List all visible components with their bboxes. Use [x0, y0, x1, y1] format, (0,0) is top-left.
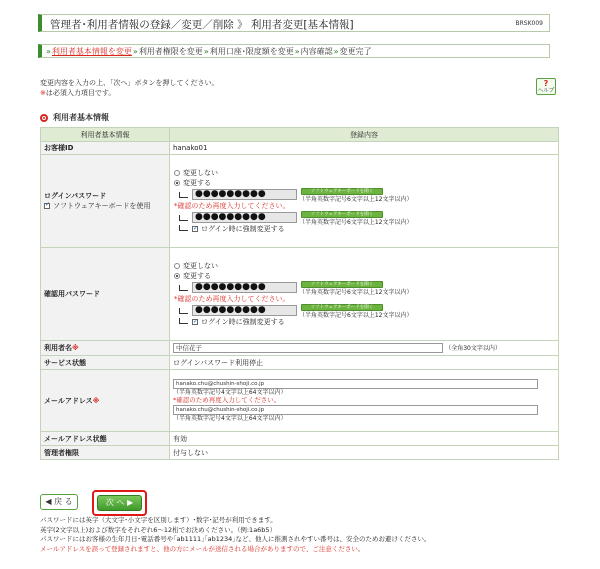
confirm-pw-confirm-kb-button[interactable]: ソフトウェアキーボードを開く [301, 304, 383, 311]
email-confirm-input-row [173, 405, 558, 415]
email-confirm-note: *確認のため再度入力してください。 [173, 396, 281, 404]
col-label-header: 利用者基本情報 [41, 128, 170, 142]
user-name-input[interactable]: 中信花子 [173, 343, 443, 353]
next-button[interactable]: 次 へ ▶ [97, 495, 142, 511]
bullet-icon [40, 114, 48, 122]
required-mark: ※ [40, 89, 46, 97]
page-title-bar [38, 14, 550, 32]
note-4: メールアドレスを誤って登録されますと、他の方にメールが送信される場合がありますので、ご注意ください。 [40, 544, 365, 553]
note-1: パスワードには英字（大文字･小文字を区別します）･数字･記号が利用できます。 [40, 516, 277, 524]
email-input[interactable]: hanako.chu@chushin-shoji.co.jp [173, 379, 538, 389]
screen-code: BRSK009 [515, 20, 543, 27]
customer-id-label: お客様ID [41, 142, 170, 155]
step-3: 利用口座･限度額を変更 [209, 46, 294, 56]
login-pw-new-input[interactable]: ●●●●●●●●● [192, 189, 297, 200]
row-customer-id [41, 142, 559, 155]
row-admin-right [41, 446, 559, 460]
email-cell [41, 370, 170, 432]
step-1: 利用者基本情報を変更 [51, 46, 132, 56]
intro-line-1: 変更内容を入力の上、「次へ」ボタンを押してください。 [40, 79, 219, 87]
step-arrow-icon: » [203, 46, 209, 56]
email-confirm-input[interactable]: hanako.chu@chushin-shoji.co.jp [173, 405, 538, 415]
confirm-pw-new-input[interactable]: ●●●●●●●●● [192, 282, 297, 293]
step-5: 変更完了 [339, 46, 372, 56]
login-pw-new-side [299, 186, 412, 203]
user-name-value [170, 341, 559, 356]
back-button[interactable]: ◀ 戻 る [40, 494, 78, 510]
step-arrow-icon: » [132, 46, 138, 56]
elbow-icon [179, 285, 188, 291]
login-pw-change-label: 変更する [183, 179, 211, 187]
confirm-pw-no-change-row [173, 261, 558, 271]
required-mark: ※ [92, 396, 100, 405]
intro-text [40, 78, 219, 98]
help-question-icon: ? [543, 79, 549, 88]
step-4: 内容確認 [300, 46, 333, 56]
user-info-table [40, 127, 559, 460]
confirm-pw-confirm-note: *確認のため再度入力してください。 [174, 295, 290, 303]
confirm-pw-new-row [173, 281, 558, 294]
confirm-pw-change-label: 変更する [183, 272, 211, 280]
email-status-value: 有効 [170, 432, 559, 446]
confirm-pw-confirm-input[interactable]: ●●●●●●●●● [192, 305, 297, 316]
login-pw-confirm-side [299, 209, 412, 226]
step-progress [38, 44, 550, 58]
login-pw-force-label: ログイン時に強制変更する [201, 225, 285, 233]
login-password-value [170, 155, 559, 248]
login-pw-no-change-row [173, 168, 558, 178]
confirm-pw-confirm-hint: （半角英数字記号6文字以上12文字以内） [299, 312, 413, 319]
email-hint: （半角英数字記号4文字以上64文字以内） [173, 389, 287, 396]
help-button[interactable] [536, 78, 556, 95]
email-label: メールアドレス [44, 396, 93, 405]
email-value [170, 370, 559, 432]
confirm-pw-new-kb-button[interactable]: ソフトウェアキーボードを開く [301, 281, 383, 288]
login-pw-change-radio[interactable] [174, 180, 180, 186]
login-pw-force-checkbox[interactable] [192, 226, 198, 232]
customer-id-value: hanako01 [170, 142, 559, 155]
step-2: 利用者権限を変更 [138, 46, 203, 56]
intro-line-2: は必須入力項目です。 [45, 89, 116, 97]
col-value-header: 登録内容 [170, 128, 559, 142]
row-service-status [41, 356, 559, 370]
notes [40, 516, 431, 554]
email-input-row [173, 379, 558, 389]
note-2: 英字(2文字以上)および数字をそれぞれ6～12桁でお決めください。（例:1a6b5） [40, 525, 277, 534]
required-mark: ※ [72, 344, 79, 352]
confirm-password-value [170, 248, 559, 341]
confirm-pw-no-change-radio[interactable] [174, 263, 180, 269]
service-status-value: ログインパスワード利用停止 [170, 356, 559, 370]
login-pw-no-change-label: 変更しない [183, 169, 218, 177]
section-heading [40, 112, 109, 123]
elbow-icon [179, 318, 188, 324]
row-email [41, 370, 559, 432]
help-label: ヘルプ [537, 88, 555, 94]
row-email-status [41, 432, 559, 446]
intro-line-2-wrap [40, 88, 219, 98]
section-title: 利用者基本情報 [53, 113, 109, 122]
next-button-highlight [92, 490, 147, 516]
step-arrow-icon: » [294, 46, 300, 56]
row-user-name [41, 341, 559, 356]
step-arrow-icon: » [333, 46, 339, 56]
elbow-icon [179, 192, 188, 198]
confirm-pw-change-radio[interactable] [174, 273, 180, 279]
row-confirm-password [41, 248, 559, 341]
use-soft-kb-label: ソフトウェアキーボードを使用 [53, 202, 151, 210]
admin-right-value: 付与しない [170, 446, 559, 460]
email-confirm-hint: （半角英数字記号4文字以上64文字以内） [173, 415, 287, 422]
login-pw-no-change-radio[interactable] [174, 170, 180, 176]
note-3: パスワードにはお客様の生年月日･電話番号や｢ab1111｣｢ab1234｣など、他人に推測されやすい番号は、安全のためお避けください。 [40, 535, 431, 543]
login-pw-new-hint: （半角英数字記号6文字以上12文字以内） [299, 196, 413, 203]
use-soft-kb-row [44, 201, 169, 211]
page-title: 管理者･利用者情報の登録／変更／削除 》 利用者変更[基本情報] [50, 19, 354, 31]
confirm-pw-force-checkbox[interactable] [192, 319, 198, 325]
use-soft-kb-checkbox[interactable] [44, 203, 50, 209]
elbow-icon [179, 308, 188, 314]
admin-right-label: 管理者権限 [41, 446, 170, 460]
login-password-label: ログインパスワード [44, 192, 107, 200]
login-pw-new-kb-button[interactable]: ソフトウェアキーボードを開く [301, 188, 383, 195]
confirm-pw-confirm-row [173, 304, 558, 317]
login-pw-new-row [173, 188, 558, 201]
service-status-label: サービス状態 [41, 356, 170, 370]
elbow-icon [179, 215, 188, 221]
confirm-pw-new-side [299, 279, 412, 296]
step-arrow-icon: » [46, 46, 51, 56]
elbow-icon [179, 225, 188, 231]
login-pw-confirm-note: *確認のため再度入力してください。 [174, 202, 290, 210]
email-status-label: メールアドレス状態 [41, 432, 170, 446]
login-password-cell [41, 155, 170, 248]
login-pw-confirm-kb-button[interactable]: ソフトウェアキーボードを開く [301, 211, 383, 218]
confirm-password-label: 確認用パスワード [41, 248, 170, 341]
user-name-hint: （全角30文字以内） [445, 345, 501, 352]
confirm-pw-force-label: ログイン時に強制変更する [201, 318, 285, 326]
user-name-label: 利用者名 [44, 344, 72, 352]
login-pw-confirm-input[interactable]: ●●●●●●●●● [192, 212, 297, 223]
table-header-row [41, 128, 559, 142]
user-name-cell [41, 341, 170, 356]
login-pw-confirm-hint: （半角英数字記号6文字以上12文字以内） [299, 219, 413, 226]
login-pw-confirm-row [173, 211, 558, 224]
row-login-password [41, 155, 559, 248]
confirm-pw-no-change-label: 変更しない [183, 262, 218, 270]
confirm-pw-confirm-side [299, 302, 412, 319]
confirm-pw-new-hint: （半角英数字記号6文字以上12文字以内） [299, 289, 413, 296]
